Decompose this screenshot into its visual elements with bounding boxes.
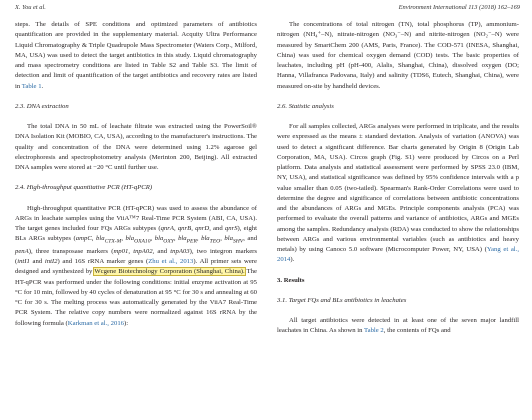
paragraph-text: For all samples collected, ARGs analyses were performed in triplicate, and the results were expressed as the means ± standard deviation. Analysis of variation (ANOVA) was used to detect a significant difference. Bar charts generated by Origin 8 (Origin Lab Corporation, MA, USA). Circos graph (Fig. S1) were produced by Circos on a Perl platform. Data analysis and statistical assessment were performed by SPSS 23.0 (IBM, NY, USA), and statistical significance was defined by 95% confidence intervals with a p value smaller than 0.05 (two-tailed). Spearman's Rank-Order Correlations were used to determine the degree and significance of correlations between antibiotic concentrations and the abundances of ARGs and MGEs. Principle components analysis (PCA) was performed to evaluate the overall patterns and variance of antibiotics, ARGs and MGEs among the samples. Redundancy analysis (RDA) was conducted to show the relationships between ARGs and various environmental variables (such as antibiotics and heavy metals) by using Canoco 5.0 software (Microcomputer Power, NY, USA) (	[277, 123, 519, 253]
gene-name: penA	[15, 247, 29, 255]
paragraph-antibiotics	[277, 316, 519, 337]
paragraph-text: ), three transposase markers (	[28, 247, 114, 255]
section-heading-dna-extraction: 2.3. DNA extraction	[15, 102, 69, 110]
gene-subscript: TEO	[209, 238, 221, 245]
paragraph-text: ), eight BLs ARGs subtypes (	[15, 225, 258, 243]
paragraph-text: High-throughput quantitative PCR (HT-qPCR) was used to assess the abundance of ARGs in leachate samples using the ViiA™7 Real-Time PCR System (ABI, CA, USA). The target genes included four FQs ARGs subtypes (	[15, 204, 257, 232]
paragraph-statistics	[277, 122, 519, 266]
paragraph-text: ,	[220, 235, 225, 243]
table-1-link[interactable]: Table 1	[21, 82, 42, 90]
running-header-authors: X. You et al.	[15, 4, 46, 11]
highlighted-text[interactable]: Wcgene Biotechnology Corporation (Shanghai, China).	[94, 268, 245, 276]
gene-name: tnpA03	[170, 247, 190, 255]
paragraph-text: ,	[128, 247, 134, 255]
paragraph-text: , and	[209, 225, 225, 232]
running-header-journal: Environment International 113 (2018) 162–169	[398, 4, 520, 11]
gene-name: qnrD	[195, 225, 210, 232]
gene-name: qnrA	[160, 225, 174, 232]
paragraph-text: ,	[121, 235, 126, 243]
section-heading-statistics: 2.6. Statistic analysis	[277, 102, 334, 110]
right-column	[277, 20, 519, 337]
gene-subscript: OXY	[163, 238, 174, 245]
gene-name	[224, 235, 244, 245]
gene-name: qnrS	[224, 225, 238, 232]
gene-name: intI2	[44, 258, 58, 266]
paragraph-text: , the contents of FQs and	[383, 327, 451, 335]
gene-name	[178, 235, 197, 245]
paragraph-text: ,	[173, 225, 178, 232]
gene-name	[154, 235, 174, 245]
citation-zhu-2013[interactable]: Zhu et al., 2013	[148, 258, 194, 266]
paragraph-text: The HT-qPCR was performed under the following conditions: initial enzyme activation at 95 °C for 10 min, followed by 40 cycles of denaturation at 95 °C for 30 s and annealing at 60 °C for 30 s. The melting process was automatically generated by the ViiA7 Real-Time PCR System. The relative copy numbers were normalized against 16S rRNA by the following formula (	[15, 268, 257, 327]
paragraph-nutrients: The concentrations of total nitrogen (TN), total phosphorus (TP), ammonium-nitrogen (NH₄⁺–N), nitrate-nitrogen (NO₃⁻–N) and nitrite-nitrogen (NO₂⁻–N) were measured by SmartChem 200 (AMS, Paris, France). The COD-571 (INESA, Shanghai, China) was used for chemical oxygen demand (COD) tests. The basic properties of leachates, including pH (pH-400, Alalis, Shanghai, China), dissolved oxygen (DO; Hanna, Villafranca Padovana, Italy) and salinity (TDS6, Eutech, Shanghai, China), were measured on-site by handheld devices.	[277, 21, 519, 90]
gene-prefix: bla	[154, 235, 164, 243]
paragraph-htqpcr	[15, 204, 257, 329]
gene-prefix: bla	[125, 235, 135, 243]
citation-yang-2014[interactable]: Yang et al., 2014	[277, 246, 520, 264]
paragraph-text: ).	[290, 256, 295, 264]
paragraph-text: , and	[243, 235, 258, 243]
gene-name: tnpA02	[133, 247, 153, 255]
section-heading-htqpcr: 2.4. High-throughput quantitative PCR (HT-qPCR)	[15, 184, 153, 192]
gene-subscript: PER	[186, 238, 197, 245]
gene-prefix: bla	[96, 235, 105, 243]
paragraph-text: ):	[124, 319, 129, 327]
gene-name: qnrB	[177, 225, 192, 232]
paragraph-text: ). All primer sets were designed and synthesized by	[15, 258, 257, 276]
paragraph-text: ), two integron markers (	[15, 247, 258, 266]
gene-name: ampC	[75, 235, 92, 243]
gene-name	[125, 235, 151, 245]
paragraph-text: and	[29, 258, 45, 266]
paragraph-text: ,	[173, 235, 179, 243]
table-2-link[interactable]: Table 2	[364, 327, 384, 335]
citation-karkman-2016[interactable]: Karkman et al., 2016	[67, 319, 125, 327]
gene-prefix: bla	[224, 235, 233, 243]
paragraph-text: ,	[191, 225, 196, 232]
gene-subscript: CTX-M	[104, 238, 122, 245]
section-heading-results: 3. Results	[277, 276, 305, 284]
gene-name	[96, 235, 122, 245]
gene-name	[201, 235, 221, 245]
paragraph-text: .	[41, 82, 44, 90]
gene-name: intI1	[17, 258, 30, 266]
gene-prefix: bla	[178, 235, 187, 243]
gene-name: mp01	[113, 247, 129, 255]
paragraph-text: ,	[196, 235, 202, 243]
paragraph-text: All target antibiotics were detected in at least one of the seven major landfill leachates in China. As shown in	[277, 317, 519, 335]
paragraph-text: , and	[152, 247, 171, 255]
left-column	[15, 20, 257, 329]
paragraph-spe	[15, 20, 257, 92]
gene-subscript: SHV	[232, 238, 244, 245]
paragraph-text: ,	[91, 235, 97, 243]
paragraph-text: ,	[150, 235, 155, 243]
paragraph-dna: The total DNA in 50 mL of leachate filtrate was extracted using the PowerSoil® DNA Isolation Kit (MOBIO, CA, USA), according to the manufacturer's instructions. The quality and concentration of the DNA were determined using 1.2% agarose gel electrophoresis and spectrophotometry analysis (Merinton 200, Beijing). All extracted DNA samples were stored at −20 °C until further use.	[15, 123, 257, 171]
section-heading-target-antibiotics: 3.1. Target FQs and BLs antibiotics in leachates	[277, 296, 407, 304]
gene-subscript: OXA10	[134, 238, 151, 245]
paragraph-text: ) and 16S rRNA marker genes (	[57, 258, 149, 266]
gene-prefix: bla	[201, 235, 210, 243]
paragraph-text: steps. The details of SPE conditions and optimized parameters of antibiotics quantification are provided in the supplementary material. Acquity Ultra Performance Liquid Chromatography & Triple Quadrupole Mass Spectrometer (Waters Corp., Milford, MA, USA) was used to detect the target antibiotics in this study. Liquid chromatography and mass spectrometry conditions are listed in Table S2 and Table S3. The limit of detection and limit of quantification of the target antibiotics and recovery rates are listed in	[15, 21, 257, 90]
